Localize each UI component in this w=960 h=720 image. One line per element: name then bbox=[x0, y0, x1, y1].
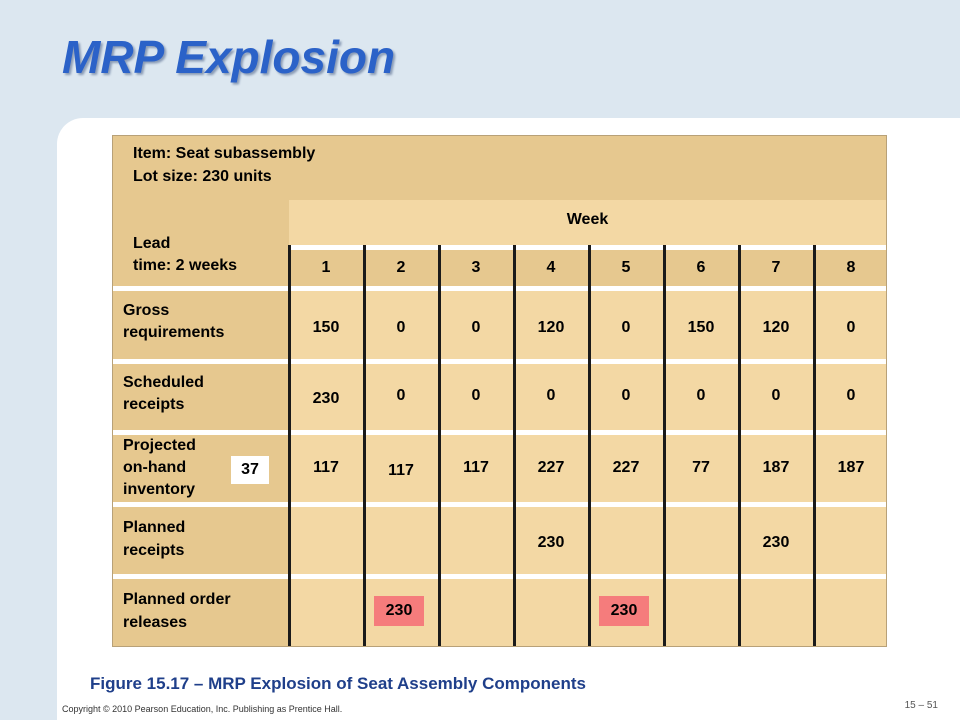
scheduled-label-2: receipts bbox=[123, 396, 185, 413]
projected-cell: 187 bbox=[762, 459, 790, 476]
gross-cell: 120 bbox=[537, 319, 565, 336]
projected-label-2: on-hand bbox=[123, 459, 187, 476]
separator bbox=[113, 502, 886, 507]
projected-cell: 227 bbox=[612, 459, 640, 476]
planned-receipts-label-2: receipts bbox=[123, 542, 185, 559]
lead-time-label-2: time: 2 weeks bbox=[133, 257, 238, 274]
gross-cell: 0 bbox=[621, 319, 631, 336]
gross-cell: 120 bbox=[762, 319, 790, 336]
gross-cell: 150 bbox=[687, 319, 715, 336]
planned-release-week-2: 230 bbox=[374, 596, 424, 626]
scheduled-cell: 0 bbox=[546, 387, 556, 404]
column-divider bbox=[663, 245, 666, 646]
lead-time-label-1: Lead bbox=[133, 235, 171, 252]
week-number: 2 bbox=[396, 259, 406, 276]
week-number: 5 bbox=[621, 259, 631, 276]
projected-cell: 227 bbox=[537, 459, 565, 476]
planned-release-week-5: 230 bbox=[599, 596, 649, 626]
separator bbox=[113, 359, 886, 364]
scheduled-cell: 0 bbox=[396, 387, 406, 404]
scheduled-cell: 0 bbox=[621, 387, 631, 404]
column-divider bbox=[438, 245, 441, 646]
week-number: 6 bbox=[696, 259, 706, 276]
planned-receipts-label-1: Planned bbox=[123, 519, 186, 536]
column-divider bbox=[513, 245, 516, 646]
projected-cell: 117 bbox=[388, 462, 414, 479]
planned-releases-label-2: releases bbox=[123, 614, 188, 631]
figure-caption: Figure 15.17 – MRP Explosion of Seat Assembly Components bbox=[90, 674, 586, 693]
gross-cell: 0 bbox=[846, 319, 856, 336]
lot-size-label: Lot size: 230 units bbox=[133, 168, 272, 185]
slide-title: MRP Explosion bbox=[62, 31, 396, 83]
week-number: 4 bbox=[546, 259, 556, 276]
projected-cell: 117 bbox=[313, 459, 339, 476]
projected-label-1: Projected bbox=[123, 437, 196, 454]
scheduled-label-1: Scheduled bbox=[123, 374, 204, 391]
initial-on-hand-value: 37 bbox=[231, 456, 269, 484]
projected-cell: 117 bbox=[463, 459, 489, 476]
week-header: Week bbox=[566, 211, 609, 228]
projected-label-3: inventory bbox=[123, 481, 196, 498]
scheduled-cell: 0 bbox=[771, 387, 781, 404]
gross-label-2: requirements bbox=[123, 324, 225, 341]
projected-cell: 77 bbox=[692, 459, 710, 476]
column-divider bbox=[738, 245, 741, 646]
column-divider bbox=[363, 245, 366, 646]
scheduled-cell: 0 bbox=[696, 387, 706, 404]
item-label: Item: Seat subassembly bbox=[133, 145, 316, 162]
planned-releases-label-1: Planned order bbox=[123, 591, 231, 608]
gross-cell: 0 bbox=[471, 319, 481, 336]
separator bbox=[113, 574, 886, 579]
scheduled-cell: 0 bbox=[471, 387, 481, 404]
copyright-notice: Copyright © 2010 Pearson Education, Inc. Publishing as Prentice Hall. bbox=[62, 704, 343, 714]
gross-cell: 150 bbox=[312, 319, 340, 336]
mrp-table bbox=[112, 135, 887, 647]
week-number: 7 bbox=[771, 259, 781, 276]
separator bbox=[113, 430, 886, 435]
gross-label-1: Gross bbox=[123, 302, 170, 319]
column-divider bbox=[288, 245, 291, 646]
week-number: 3 bbox=[471, 259, 481, 276]
planned-receipt-cell: 230 bbox=[537, 534, 565, 551]
projected-cell: 187 bbox=[837, 459, 865, 476]
column-divider bbox=[813, 245, 816, 646]
week-number: 8 bbox=[846, 259, 856, 276]
column-divider bbox=[588, 245, 591, 646]
scheduled-cell: 0 bbox=[846, 387, 856, 404]
scheduled-cell: 230 bbox=[312, 390, 340, 407]
page-number: 15 – 51 bbox=[904, 700, 938, 711]
gross-cell: 0 bbox=[396, 319, 406, 336]
planned-receipt-cell: 230 bbox=[762, 534, 790, 551]
week-number: 1 bbox=[321, 259, 331, 276]
separator bbox=[113, 286, 886, 291]
